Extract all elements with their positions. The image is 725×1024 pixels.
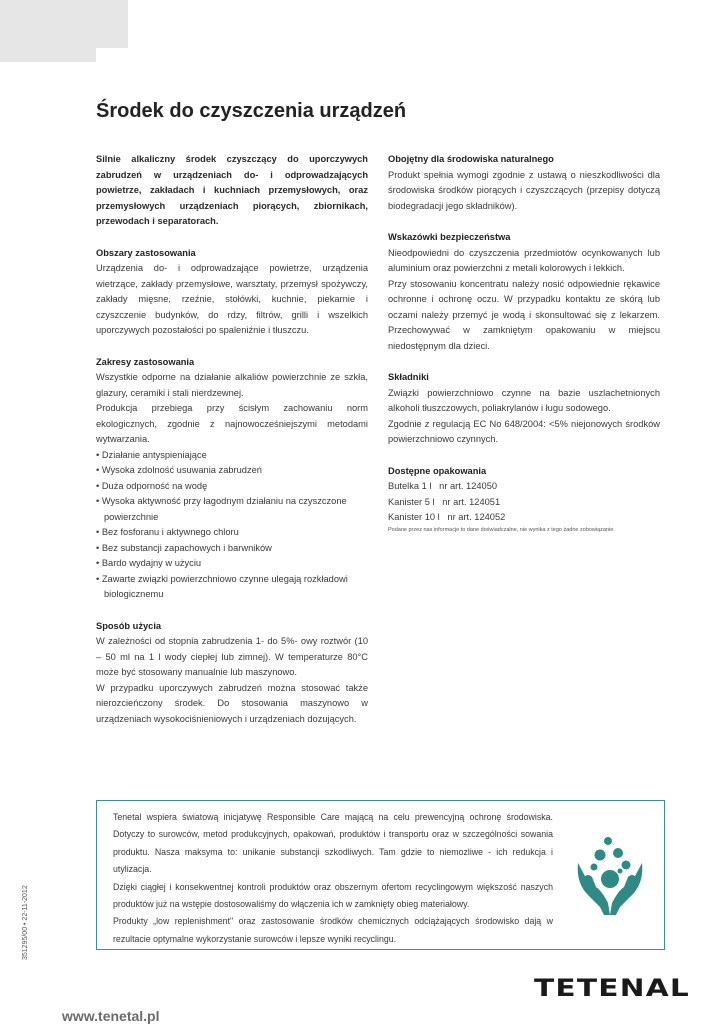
feature-list [96, 448, 368, 603]
document-code: 351295/00 • 22-11-2012 [22, 885, 29, 960]
list-item: • Zawarte związki powierzchniowo czynne ulegają rozkładowi biologicznemu [96, 572, 368, 603]
responsible-care-logo-icon [574, 833, 646, 917]
website-link[interactable]: www.tenetal.pl [62, 1008, 160, 1024]
left-column [96, 152, 368, 727]
list-item: • Bez substancji zapachowych i barwników [96, 541, 368, 557]
section-text: Urządzenia do- i odprowadzające powietrze, urządzenia wietrzące, zakłady przemysłowe, warsztaty, przemysł spożywczy, zakłady mięsne, rzeźnie, stołówki, kuchnie, piekarnie i czyszczenie budynków, do rdzy, filtrów, grilli i wszelkich uporczywych pozostałości po spaleniźnie i tłuszczu. [96, 263, 368, 335]
section-packaging [388, 464, 660, 526]
section-text: Nieodpowiedni do czyszczenia przedmiotów ocynkowanych lub aluminium oraz powierzchni z metali kolorowych i lekkich. [388, 247, 660, 273]
package-item: Kanister 5 l nr art. 124051 [388, 496, 501, 507]
corner-decoration [0, 0, 128, 48]
section-ingredients [388, 370, 660, 448]
section-text: W przypadku uporczywych zabrudzeń można stosować także nierozcieńczony środek. Do stosowania maszynowo w urządzeniach wysokociśnieniowych i urządzeniach dozujących. [96, 682, 368, 724]
intro-paragraph: Silnie alkaliczny środek czyszczący do uporczywych zabrudzeń w urządzeniach do- i odprowadzających powietrze, zakładach i kuchniach przemysłowych, oraz przemysłowych urządzeniach piorących, zbiornikach, przewodach i separatorach. [96, 154, 368, 226]
section-heading: Zakresy zastosowania [96, 356, 195, 367]
section-text: Produkt spełnia wymogi zgodnie z ustawą o nieszkodliwości dla środowiska środków piorących i czyszczących (przepisy dotyczą biodegradacji jego składników). [388, 169, 660, 211]
package-item: Butelka 1 l nr art. 124050 [388, 481, 498, 491]
responsible-care-box [96, 800, 665, 950]
section-text: Związki powierzchniowo czynne na bazie uszlachetnionych alkoholi tłuszczowych, poliakrylanów i ługu sodowego. [388, 387, 660, 413]
section-heading: Wskazówki bezpieczeństwa [388, 232, 511, 242]
section-text: Produkcja przebiega przy ścisłym zachowaniu norm ekologicznych, zgodnie z najnowocześniejszymi metodami wytwarzania. [96, 403, 368, 444]
corner-decoration-lower [0, 48, 96, 62]
section-heading: Obszary zastosowania [96, 247, 196, 258]
responsible-care-paragraph: Tenetal wspiera światową inicjatywę Responsible Care mającą na celu prewencyjną ochronę środowiska. Dotyczy to surowców, metod produkcyjnych, opakowań, produktów i transportu oraz w szczególności sowania produktu. Nasza maksyma to: unikanie substancji szkodliwych. Tam gdzie to niemozliwe - ich redukcja i utylizacja. [113, 812, 553, 875]
section-usage [96, 619, 368, 728]
section-text: Wszystkie odporne na działanie alkaliów powierzchnie ze szkła, glazury, ceramiki i stali nierdzewnej. [96, 372, 368, 398]
package-item: Kanister 10 l nr art. 124052 [388, 512, 506, 522]
section-heading: Obojętny dla środowiska naturalnego [388, 154, 554, 164]
disclaimer: Podane przez nas informacje to dane doświadczalne, nie wynika z tego żadne zobowiązanie. [388, 526, 615, 533]
right-column [388, 152, 660, 534]
section-eco [388, 152, 660, 214]
section-heading: Sposób użycia [96, 620, 162, 631]
section-text: W zależności od stopnia zabrudzenia 1- do 5%- owy roztwór (10 – 50 ml na 1 l wody ciepłej lub zimnej). W temperaturze 80°C może być stosowany manualnie lub maszynowo. [96, 636, 368, 677]
section-text: Przy stosowaniu koncentratu należy nosić odpowiednie rękawice ochronne i ochronę oczu. W przypadku kontaktu ze skórą lub oczami należy przemyć je wodą i skonsultować się z lekarzem. Przechowywać w zamkniętym opakowaniu w miejscu niedostępnym dla dzieci. [388, 278, 660, 351]
list-item: • Wysoka zdolność usuwania zabrudzeń [96, 463, 368, 479]
section-areas [96, 246, 368, 339]
section-heading: Składniki [388, 372, 429, 382]
list-item: • Wysoka aktywność przy łagodnym działaniu na czyszczone powierzchnie [96, 494, 368, 525]
section-text: Zgodnie z regulacją EC No 648/2004: <5% niejonowych środków powierzchniowo czynnych. [388, 418, 660, 444]
section-ranges [96, 355, 368, 603]
list-item: • Duża odporność na wodę [96, 479, 368, 495]
responsible-care-text [113, 809, 553, 948]
list-item: • Bez fosforanu i aktywnego chloru [96, 525, 368, 541]
section-safety [388, 230, 660, 354]
responsible-care-paragraph: Produkty „low replenishment" oraz zastosowanie środków chemicznych odciążających środowisko dają w rezultacie optymalne wykorzystanie surowców i lepsze wyniki recyclingu. [113, 916, 553, 944]
brand-name: TETENAL [534, 974, 690, 1000]
responsible-care-paragraph: Dzięki ciągłej i konsekwentnej kontroli produktów oraz obszernym ofertom recyclingowym większość naszych produktów już na wstępie dostosowaliśmy do włączenia ich w zamknięty obieg materiałowy. [113, 881, 553, 910]
list-item: • Działanie antyspieniające [96, 448, 368, 464]
brand-logo [534, 972, 690, 1000]
section-heading: Dostępne opakowania [388, 465, 487, 476]
page-title: Środek do czyszczenia urządzeń [96, 100, 407, 122]
list-item: • Bardo wydajny w użyciu [96, 556, 368, 572]
